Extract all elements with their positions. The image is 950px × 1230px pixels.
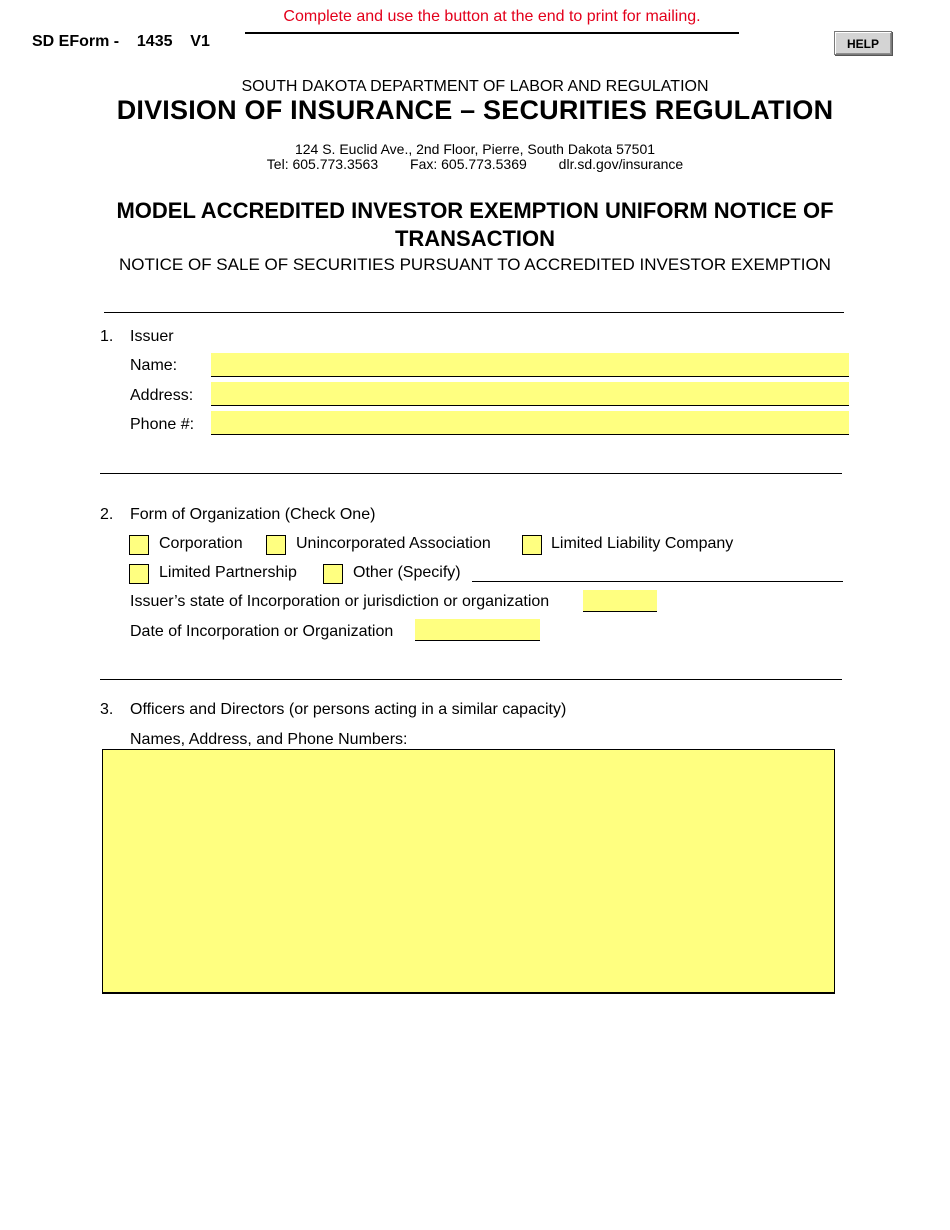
help-button[interactable]: HELP — [834, 31, 892, 55]
section-number: 2. — [100, 506, 114, 523]
state-of-incorporation-field[interactable] — [583, 590, 657, 612]
llc-checkbox[interactable] — [522, 535, 542, 555]
issuer-phone-field[interactable] — [211, 411, 849, 435]
section-heading: Officers and Directors (or persons acting in a similar capacity) — [130, 701, 567, 718]
form-identifier: SD EForm - 1435 V1 — [32, 33, 210, 50]
issuer-name-label: Name: — [130, 357, 178, 374]
section-number: 1. — [100, 328, 114, 345]
section-divider — [100, 679, 842, 680]
division-name: DIVISION OF INSURANCE – SECURITIES REGULATION — [116, 95, 834, 125]
section-heading: Issuer — [130, 328, 174, 345]
other-specify-line[interactable] — [472, 581, 843, 582]
contact-info — [0, 156, 950, 172]
office-address: 124 S. Euclid Ave., 2nd Floor, Pierre, South Dakota 57501 — [294, 141, 656, 157]
issuer-phone-label: Phone #: — [130, 416, 195, 433]
print-instruction-notice: Complete and use the button at the end to print for mailing. — [245, 6, 739, 34]
date-of-incorporation-field[interactable] — [415, 619, 540, 641]
other-checkbox[interactable] — [323, 564, 343, 584]
issuer-address-label: Address: — [130, 387, 194, 404]
issuer-name-field[interactable] — [211, 353, 849, 377]
llc-label: Limited Liability Company — [551, 535, 734, 552]
officers-directors-textarea[interactable] — [102, 749, 835, 994]
section-number: 3. — [100, 701, 114, 718]
date-of-incorporation-label: Date of Incorporation or Organization — [130, 623, 394, 640]
limited-partnership-label: Limited Partnership — [159, 564, 297, 581]
telephone: Tel: 605.773.3563 — [266, 156, 379, 172]
section-divider — [104, 312, 844, 313]
corporation-checkbox[interactable] — [129, 535, 149, 555]
website: dlr.sd.gov/insurance — [558, 156, 684, 172]
department-name: SOUTH DAKOTA DEPARTMENT OF LABOR AND REGULATION — [241, 78, 709, 95]
unincorporated-association-label: Unincorporated Association — [296, 535, 491, 552]
section-divider — [100, 473, 842, 474]
limited-partnership-checkbox[interactable] — [129, 564, 149, 584]
other-label: Other (Specify) — [353, 564, 461, 581]
form-subtitle: NOTICE OF SALE OF SECURITIES PURSUANT TO ACCREDITED INVESTOR EXEMPTION — [119, 255, 831, 274]
unincorporated-association-checkbox[interactable] — [266, 535, 286, 555]
issuer-address-field[interactable] — [211, 382, 849, 406]
officers-sublabel: Names, Address, and Phone Numbers: — [130, 731, 408, 748]
section-heading: Form of Organization (Check One) — [130, 506, 376, 523]
form-title: MODEL ACCREDITED INVESTOR EXEMPTION UNIFORM NOTICE OF TRANSACTION — [116, 198, 834, 251]
state-of-incorporation-label: Issuer’s state of Incorporation or jurisdiction or organization — [130, 593, 550, 610]
fax: Fax: 605.773.5369 — [410, 156, 527, 172]
corporation-label: Corporation — [159, 535, 243, 552]
